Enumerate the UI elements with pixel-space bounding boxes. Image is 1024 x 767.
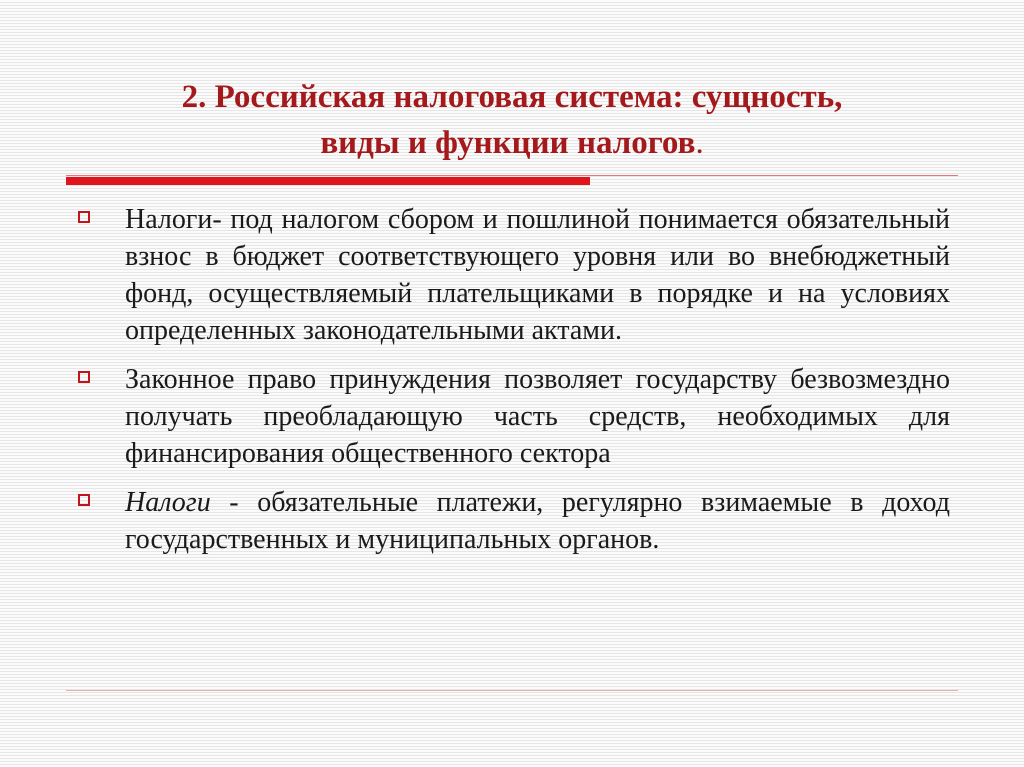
- title-thick-rule: [66, 177, 590, 185]
- bullet-text-3: [125, 484, 950, 558]
- title-line-1: 2. Российская налоговая система: сущность,: [181, 79, 843, 115]
- hollow-square-icon: [78, 211, 90, 223]
- bullet-text-3-rest: - обязательные платежи, регулярно взимаемые в доход государственных и муниципальных органов.: [125, 487, 950, 555]
- title-dot: .: [695, 125, 704, 161]
- bullet-item-2: [0, 361, 1024, 472]
- bullet-item-3: [0, 484, 1024, 558]
- bullet-text-2: Законное право принуждения позволяет государству безвозмездно получать преобладающую часть средств, необходимых для финансирования общественного сектора: [125, 364, 950, 469]
- bullet-text-3-italic: Налоги: [125, 487, 211, 518]
- hollow-square-icon: [78, 371, 90, 383]
- bullet-list: [0, 201, 1024, 570]
- title-thin-rule: [66, 175, 958, 176]
- title-line-2: [70, 120, 954, 166]
- hollow-square-icon: [78, 494, 90, 506]
- bullet-item-1: [0, 201, 1024, 349]
- slide-title: [70, 74, 954, 166]
- footer-rule: [66, 690, 958, 691]
- title-line-2-text: виды и функции налогов: [320, 125, 696, 161]
- bullet-text-1: Налоги- под налогом сбором и пошлиной понимается обязательный взнос в бюджет соответствующего уровня или во внебюджетный фонд, осуществляемый плательщиками в порядке и на условиях определенных законодательными актами.: [125, 204, 950, 346]
